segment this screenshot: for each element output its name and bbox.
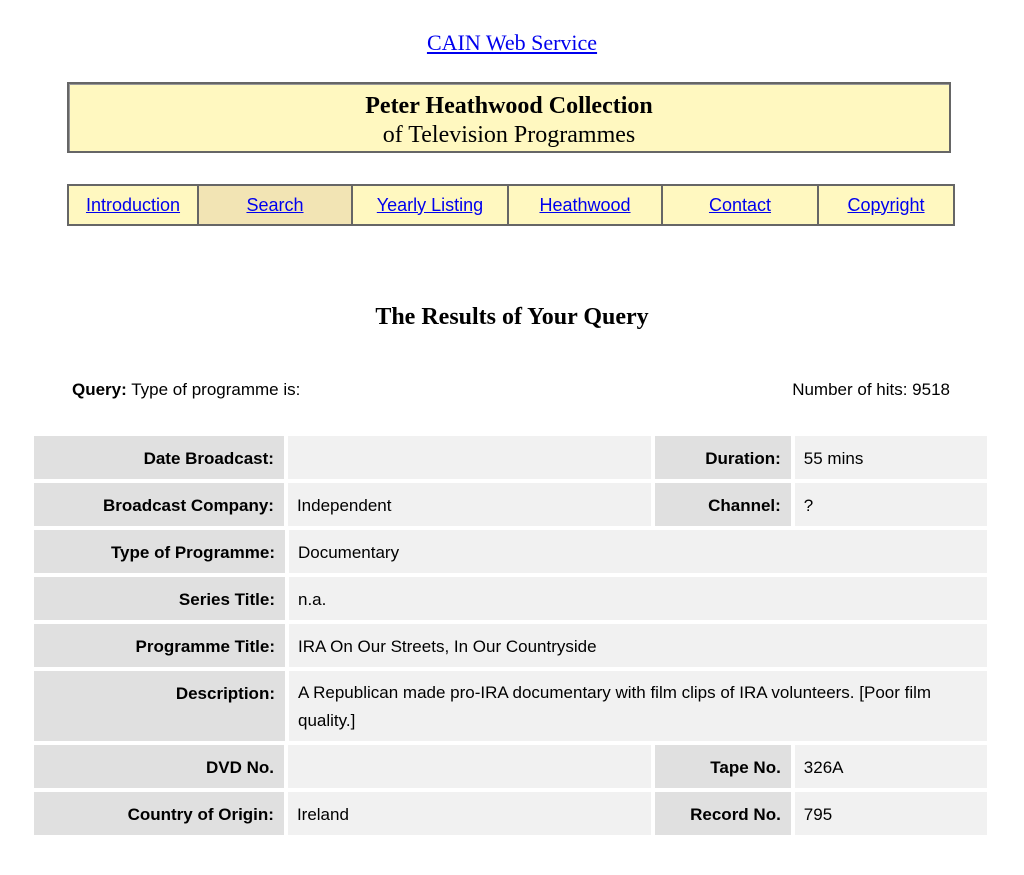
table-row (34, 530, 987, 573)
table-row (34, 483, 987, 526)
banner-title: Peter Heathwood Collection (365, 93, 653, 119)
channel-value: ? (795, 483, 987, 526)
banner-subtitle: of Television Programmes (382, 122, 636, 148)
description-value: A Republican made pro-IRA documentary with film clips of IRA volunteers. [Poor film quality.] (289, 671, 987, 741)
country-label: Country of Origin: (34, 792, 284, 835)
query-summary (72, 380, 300, 400)
page-title: The Results of Your Query (375, 304, 649, 330)
dvd-no-value (288, 745, 651, 788)
cain-web-service-link-wrap (0, 30, 1024, 56)
cain-web-service-link[interactable]: CAIN Web Service (426, 30, 598, 55)
table-row (34, 792, 987, 835)
table-row (34, 577, 987, 620)
record-table (34, 436, 987, 839)
nav-copyright (819, 186, 953, 224)
country-value: Ireland (288, 792, 651, 835)
record-no-label: Record No. (655, 792, 790, 835)
nav-yearly-listing-link[interactable]: Yearly Listing (376, 194, 484, 215)
nav-search-link[interactable]: Search (246, 194, 304, 215)
duration-label: Duration: (655, 436, 790, 479)
record-no-value: 795 (795, 792, 987, 835)
hits-count: Number of hits: 9518 (792, 380, 950, 399)
nav-introduction-link[interactable]: Introduction (85, 194, 181, 215)
description-label: Description: (34, 671, 285, 741)
date-broadcast-label: Date Broadcast: (34, 436, 284, 479)
tape-no-value: 326A (795, 745, 987, 788)
series-title-label: Series Title: (34, 577, 285, 620)
nav-copyright-link[interactable]: Copyright (847, 194, 925, 215)
nav-heathwood-link[interactable]: Heathwood (539, 194, 631, 215)
nav-introduction (69, 186, 199, 224)
nav-bar (67, 184, 955, 226)
channel-label: Channel: (655, 483, 790, 526)
table-row (34, 624, 987, 667)
tape-no-label: Tape No. (655, 745, 790, 788)
series-title-value: n.a. (289, 577, 987, 620)
broadcast-company-label: Broadcast Company: (34, 483, 284, 526)
nav-yearly-listing (353, 186, 509, 224)
table-row (34, 436, 987, 479)
nav-contact (663, 186, 819, 224)
query-text: Type of programme is: (131, 380, 301, 399)
table-row (34, 745, 987, 788)
programme-type-label: Type of Programme: (34, 530, 285, 573)
broadcast-company-value: Independent (288, 483, 651, 526)
table-row (34, 671, 987, 741)
date-broadcast-value (288, 436, 651, 479)
nav-heathwood (509, 186, 663, 224)
programme-type-value: Documentary (289, 530, 987, 573)
duration-value: 55 mins (795, 436, 987, 479)
dvd-no-label: DVD No. (34, 745, 284, 788)
programme-title-value: IRA On Our Streets, In Our Countryside (289, 624, 987, 667)
collection-banner (67, 82, 951, 153)
query-label: Query: (72, 380, 127, 399)
nav-search (199, 186, 353, 224)
nav-contact-link[interactable]: Contact (708, 194, 772, 215)
programme-title-label: Programme Title: (34, 624, 285, 667)
